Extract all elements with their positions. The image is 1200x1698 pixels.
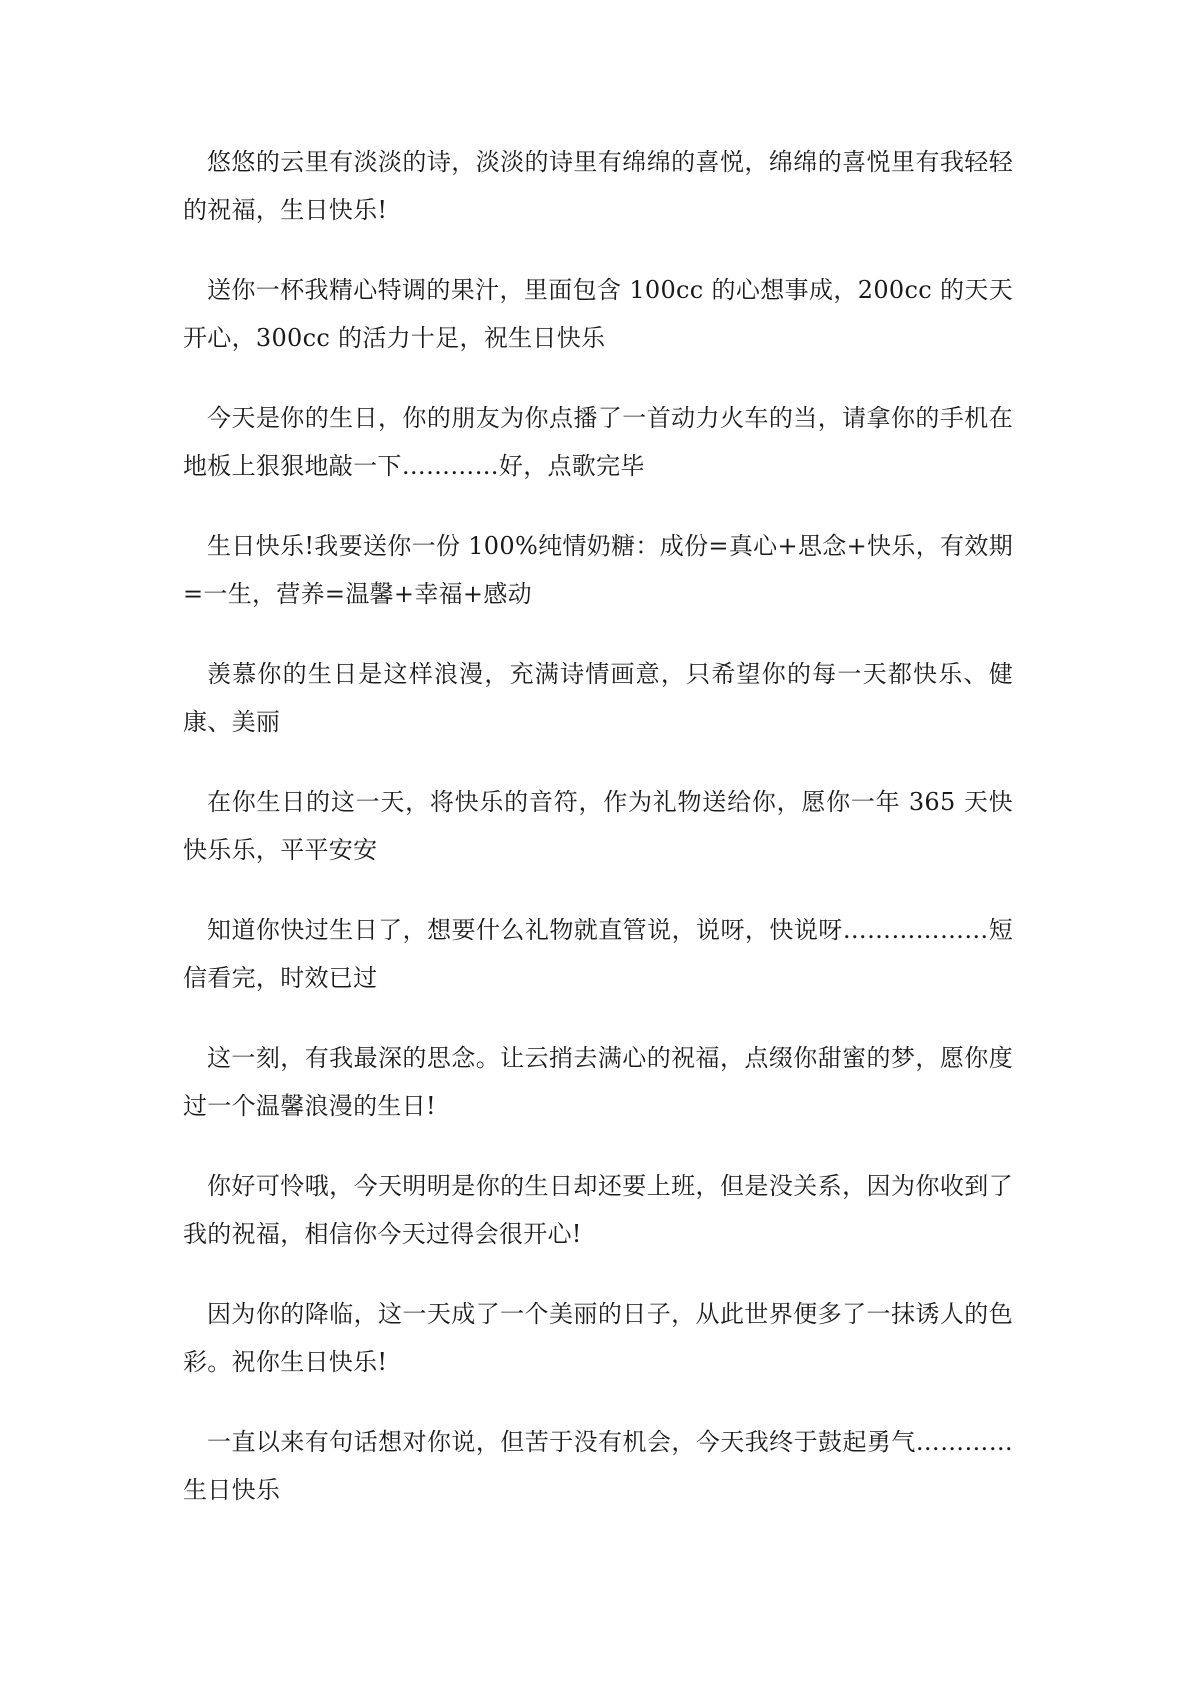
paragraph: 送你一杯我精心特调的果汁，里面包含 100cc 的心想事成，200cc 的天天开心，300cc 的活力十足，祝生日快乐 bbox=[183, 276, 1013, 352]
paragraph: 生日快乐!我要送你一份 100%纯情奶糖：成份=真心+思念+快乐，有效期=一生，营养=温馨+幸福+感动 bbox=[183, 532, 1013, 608]
paragraph: 羡慕你的生日是这样浪漫，充满诗情画意，只希望你的每一天都快乐、健康、美丽 bbox=[183, 660, 1013, 736]
paragraph: 今天是你的生日，你的朋友为你点播了一首动力火车的当，请拿你的手机在地板上狠狠地敲一下…………好，点歌完毕 bbox=[183, 404, 1013, 480]
paragraph: 因为你的降临，这一天成了一个美丽的日子，从此世界便多了一抹诱人的色彩。祝你生日快乐! bbox=[183, 1300, 1013, 1376]
paragraph: 这一刻，有我最深的思念。让云捎去满心的祝福，点缀你甜蜜的梦，愿你度过一个温馨浪漫的生日! bbox=[183, 1044, 1013, 1120]
paragraph: 你好可怜哦，今天明明是你的生日却还要上班，但是没关系，因为你收到了我的祝福，相信你今天过得会很开心! bbox=[183, 1172, 1013, 1248]
document-body bbox=[183, 138, 1013, 1546]
paragraph: 悠悠的云里有淡淡的诗，淡淡的诗里有绵绵的喜悦，绵绵的喜悦里有我轻轻的祝福，生日快乐! bbox=[183, 148, 1013, 224]
paragraph: 一直以来有句话想对你说，但苦于没有机会，今天我终于鼓起勇气…………生日快乐 bbox=[183, 1428, 1013, 1504]
paragraph: 在你生日的这一天，将快乐的音符，作为礼物送给你，愿你一年 365 天快快乐乐，平平安安 bbox=[183, 788, 1013, 864]
paragraph: 知道你快过生日了，想要什么礼物就直管说，说呀，快说呀………………短信看完，时效已过 bbox=[183, 916, 1013, 992]
